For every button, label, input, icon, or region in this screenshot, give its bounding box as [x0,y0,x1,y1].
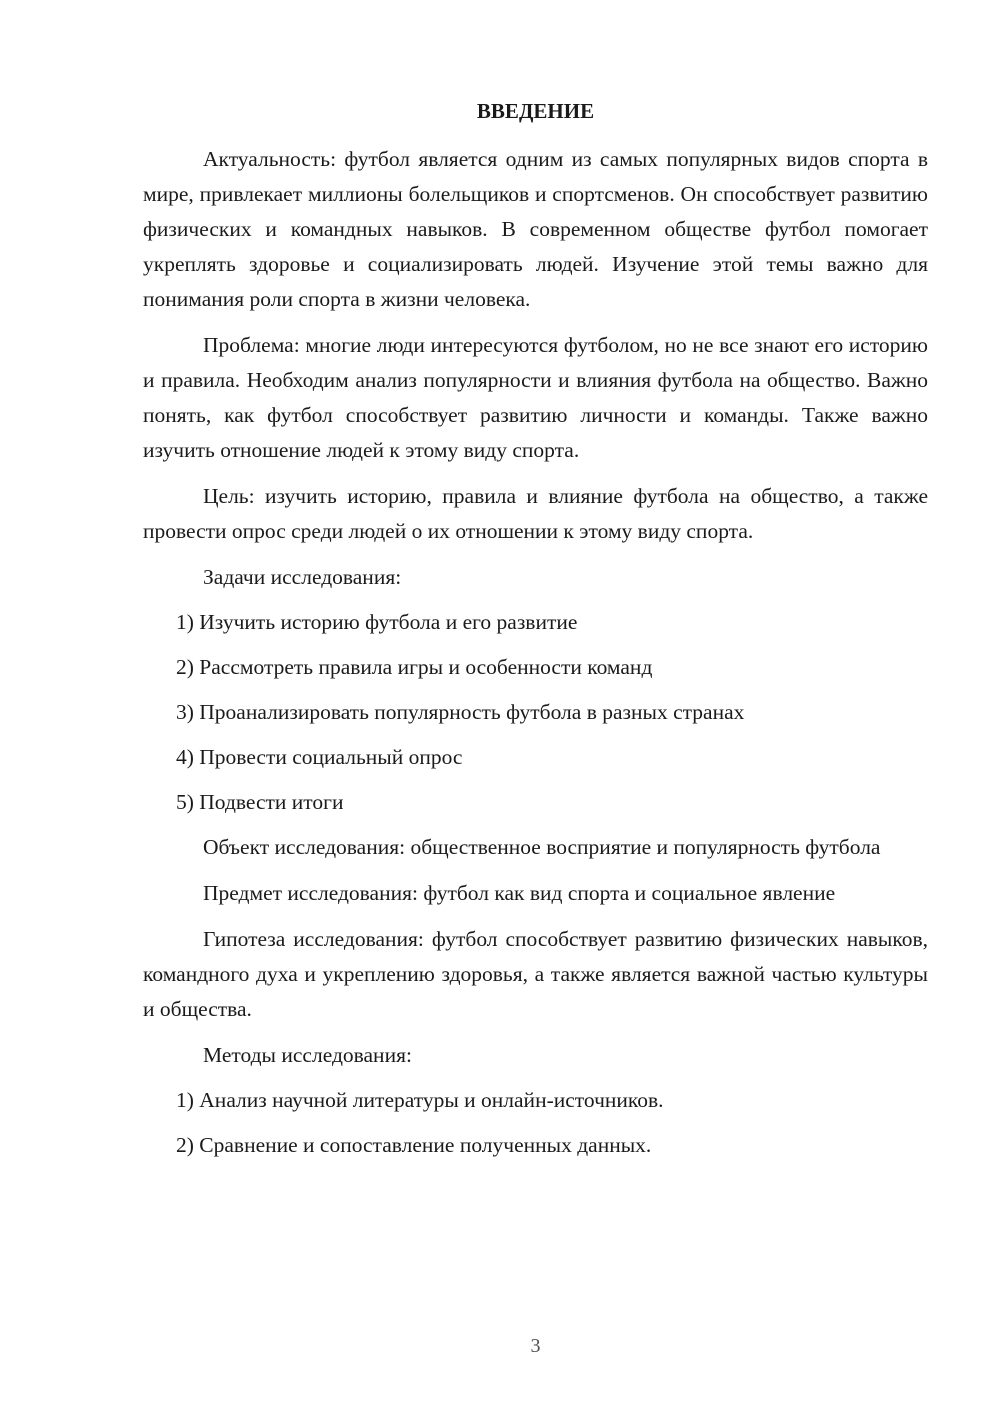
list-item: 4) Провести социальный опрос [176,745,463,769]
tasks-heading: Задачи исследования: [203,565,402,589]
methods-list [143,1083,928,1163]
list-item: 1) Изучить историю футбола и его развитие [176,610,578,634]
list-item: 5) Подвести итоги [176,790,344,814]
page-number: 3 [530,1335,541,1357]
methods-heading: Методы исследования: [203,1043,412,1067]
object-paragraph: Объект исследования: общественное восприятие и популярность футбола [203,835,881,859]
list-item: 3) Проанализировать популярность футбола в разных странах [176,700,745,724]
relevance-paragraph: Актуальность: футбол является одним из самых популярных видов спорта в мире, привлекает миллионы болельщиков и спортсменов. Он способствует развитию физических и командных навыков. В современном обществе футбол помогает укреплять здоровье и социализировать людей. Изучение этой темы важно для понимания роли спорта в жизни человека. [143,147,928,311]
document-page [143,0,928,1414]
list-item: 1) Анализ научной литературы и онлайн-источников. [176,1088,664,1112]
document-body [143,142,928,1173]
subject-paragraph: Предмет исследования: футбол как вид спорта и социальное явление [203,881,836,905]
page-title: ВВЕДЕНИЕ [476,99,595,123]
list-item: 2) Сравнение и сопоставление полученных данных. [176,1133,652,1157]
hypothesis-paragraph: Гипотеза исследования: футбол способствует развитию физических навыков, командного духа и укреплению здоровья, а также является важной частью культуры и общества. [143,927,928,1021]
goal-paragraph: Цель: изучить историю, правила и влияние футбола на общество, а также провести опрос среди людей о их отношении к этому виду спорта. [143,484,928,543]
list-item: 2) Рассмотреть правила игры и особенности команд [176,655,653,679]
problem-paragraph: Проблема: многие люди интересуются футболом, но не все знают его историю и правила. Необходим анализ популярности и влияния футбола на общество. Важно понять, как футбол способствует развитию личности и команды. Также важно изучить отношение людей к этому виду спорта. [143,333,928,462]
tasks-list [143,605,928,820]
